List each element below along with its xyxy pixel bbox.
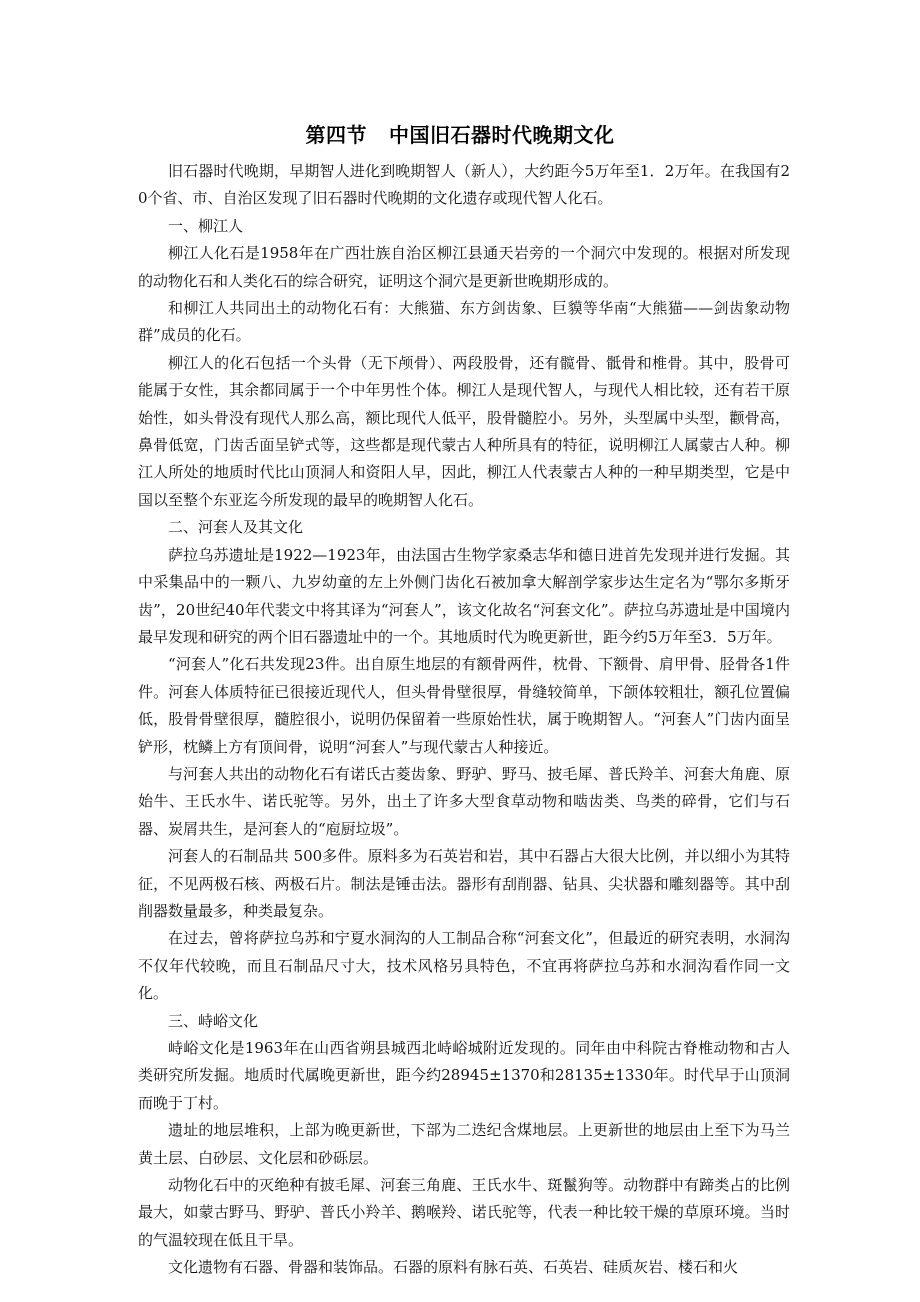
document-body — [138, 158, 790, 1282]
paragraph: 文化遗物有石器、骨器和装饰品。石器的原料有脉石英、石英岩、硅质灰岩、楼石和火 — [168, 1258, 739, 1277]
paragraph: 萨拉乌苏遗址是1922—1923年，由法国古生物学家桑志华和德日进首先发现并进行发掘。其中采集品中的一颗八、九岁幼童的左上外侧门齿化石被加拿大解剖学家步达生定名为“鄂尔多斯牙齿”，20世纪40年代裴文中将其译为“河套人”，该文化故名“河套文化”。萨拉乌苏遗址是中国境内最早发现和研究的两个旧石器遗址中的一个。其地质时代为晚更新世，距今约5万年至3．5万年。 — [138, 545, 790, 646]
paragraph: 峙峪文化是1963年在山西省朔县城西北峙峪城附近发现的。同年由中科院古脊椎动物和古人类研究所发掘。地质时代属晚更新世，距今约28945±1370和28135±1330年。时代早于山顶洞而晚于丁村。 — [138, 1039, 790, 1112]
page-title — [0, 121, 920, 149]
paragraph: 柳江人化石是1958年在广西壮族自治区柳江县通天岩旁的一个洞穴中发现的。根据对所发现的动物化石和人类化石的综合研究，证明这个洞穴是更新世晚期形成的。 — [138, 244, 790, 290]
section-heading: 三、峙峪文化 — [168, 1011, 259, 1030]
paragraph: 动物化石中的灭绝种有披毛犀、河套三角鹿、王氏水牛、斑鬣狗等。动物群中有蹄类占的比例最大，如蒙古野马、野驴、普氏小羚羊、鹅喉羚、诺氏驼等，代表一种比较干燥的草原环境。当时的气温较现在低且干旱。 — [138, 1176, 790, 1249]
section-title: 中国旧石器时代晚期文化 — [389, 123, 615, 147]
paragraph: 河套人的石制品共 500多件。原料多为石英岩和岩，其中石器占大很大比例，并以细小为其特征，不见两极石核、两极石片。制法是锤击法。器形有刮削器、钻具、尖状器和雕刻器等。其中刮削器数量最多，种类最复杂。 — [138, 847, 790, 920]
paragraph: 和柳江人共同出土的动物化石有：大熊猫、东方剑齿象、巨貘等华南“大熊猫——剑齿象动物群”成员的化石。 — [138, 299, 790, 345]
paragraph: 与河套人共出的动物化石有诺氏古菱齿象、野驴、野马、披毛犀、普氏羚羊、河套大角鹿、原始牛、王氏水牛、诺氏驼等。另外，出土了许多大型食草动物和啮齿类、鸟类的碎骨，它们与石器、炭屑共生，是河套人的“庖厨垃圾”。 — [138, 764, 790, 838]
section-heading: 一、柳江人 — [168, 216, 244, 235]
section-heading: 二、河套人及其文化 — [168, 518, 304, 537]
paragraph: 在过去，曾将萨拉乌苏和宁夏水洞沟的人工制品合称“河套文化”，但最近的研究表明，水洞沟不仅年代较晚，而且石制品尺寸大，技术风格另具特色，不宜再将萨拉乌苏和水洞沟看作同一文化。 — [138, 929, 790, 1003]
paragraph: 遗址的地层堆积，上部为晚更新世，下部为二迭纪含煤地层。上更新世的地层由上至下为马兰黄土层、白砂层、文化层和砂砾层。 — [138, 1121, 790, 1167]
paragraph: 柳江人的化石包括一个头骨（无下颅骨）、两段股骨，还有髋骨、骶骨和椎骨。其中，股骨可能属于女性，其余都同属于一个中年男性个体。柳江人是现代智人，与现代人相比较，还有若干原始性，如头骨没有现代人那么高，额比现代人低平，股骨髓腔小。另外，头型属中头型，颧骨高，鼻骨低宽，门齿舌面呈铲式等，这些都是现代蒙古人种所具有的特征，说明柳江人属蒙古人种。柳江人所处的地质时代比山顶洞人和资阳人早，因此，柳江人代表蒙古人种的一种早期类型，它是中国以至整个东亚迄今所发现的最早的晚期智人化石。 — [138, 353, 790, 509]
paragraph: “河套人”化石共发现23件。出自原生地层的有额骨两件，枕骨、下额骨、肩甲骨、胫骨各1件件。河套人体质特征已很接近现代人，但头骨骨壁很厚，骨缝较简单，下颌体较粗壮，额孔位置偏低，股骨骨壁很厚，髓腔很小，说明仍保留着一些原始性状，属于晚期智人。“河套人”门齿内面呈铲形，枕鳞上方有顶间骨，说明“河套人”与现代蒙古人种接近。 — [138, 655, 790, 756]
paragraph: 旧石器时代晚期，早期智人进化到晚期智人（新人），大约距今5万年至1．2万年。在我国有20个省、市、自治区发现了旧石器时代晚期的文化遗存或现代智人化石。 — [138, 162, 790, 208]
section-number: 第四节 — [305, 123, 367, 147]
